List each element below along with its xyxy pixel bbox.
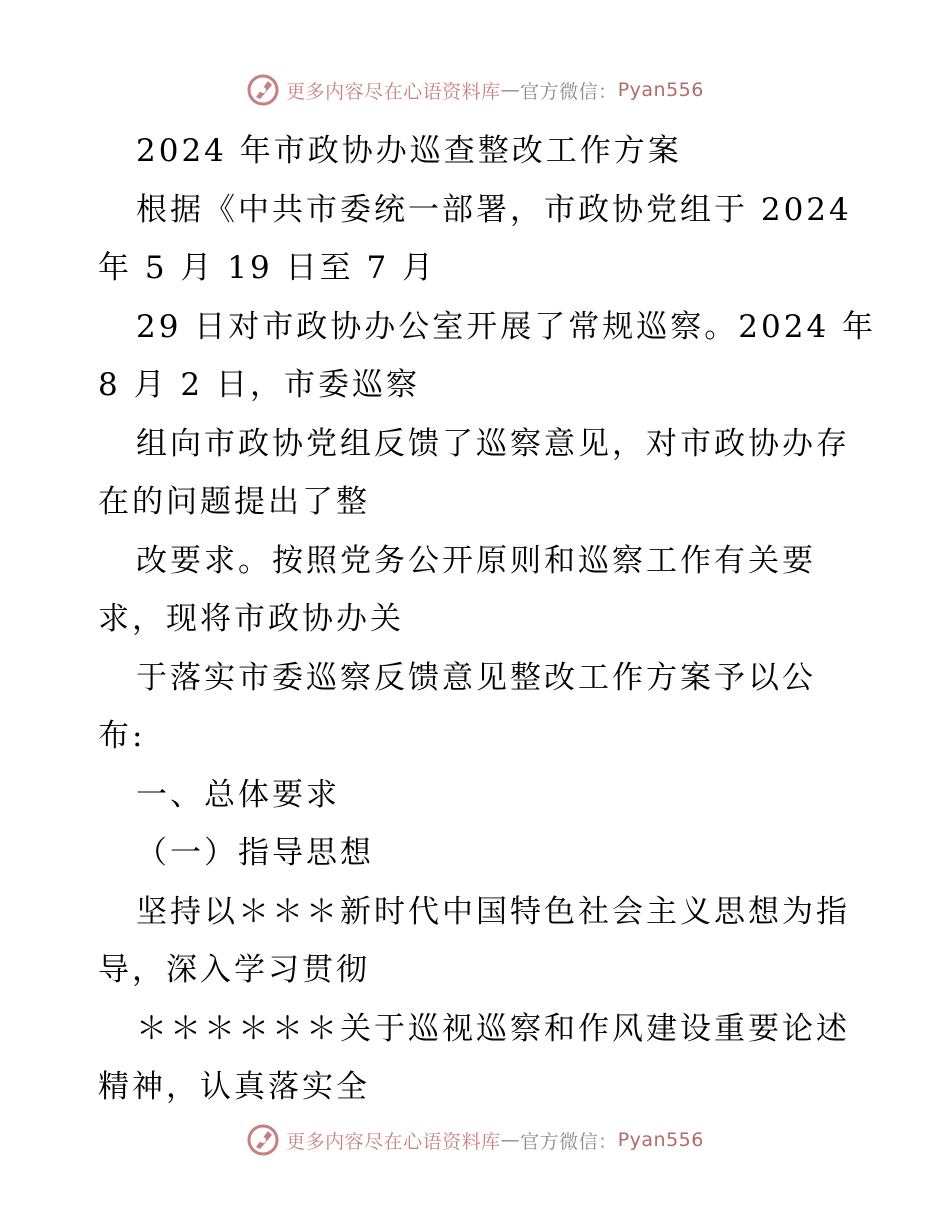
paragraph-line: 改要求。按照党务公开原则和巡察工作有关要 (136, 542, 816, 579)
watermark-separator: — (500, 79, 521, 101)
paragraph-line: 根据《中共市委统一部署，市政协党组于 2024 (136, 191, 852, 228)
watermark-wechat-handle: Pyan556 (617, 79, 704, 101)
footer-watermark (0, 1120, 950, 1160)
subsection-heading: （一）指导思想 (136, 835, 374, 871)
paragraph-line: 于落实市委巡察反馈意见整改工作方案予以公 (136, 659, 816, 696)
watermark-wechat-label: 官方微信： (520, 80, 618, 103)
paragraph-line: 年 5 月 19 日至 7 月 (98, 250, 437, 286)
paragraph-line: 8 月 2 日，市委巡察 (98, 367, 421, 403)
pen-nib-logo-icon (246, 73, 280, 107)
header-watermark (0, 70, 950, 110)
document-body (98, 122, 877, 1117)
watermark-wechat-handle: Pyan556 (617, 1129, 704, 1151)
paragraph-line: 在的问题提出了整 (98, 484, 370, 520)
watermark-separator: — (500, 1129, 521, 1151)
paragraph-line: 导，深入学习贯彻 (98, 952, 370, 988)
paragraph-line: 求，现将市政协办关 (98, 601, 404, 637)
pen-nib-logo-icon (246, 1123, 280, 1157)
paragraph-line: ＊＊＊＊＊＊关于巡视巡察和作风建设重要论述 (136, 1010, 850, 1047)
paragraph-line: 精神，认真落实全 (98, 1069, 370, 1105)
paragraph-line: 29 日对市政协办公室开展了常规巡察。2024 年 (136, 308, 877, 345)
document-title: 2024 年市政协办巡查整改工作方案 (136, 133, 682, 169)
watermark-wechat-label: 官方微信： (520, 1130, 618, 1153)
section-heading: 一、总体要求 (136, 776, 340, 813)
paragraph-line: 坚持以＊＊＊新时代中国特色社会主义思想为指 (136, 893, 850, 930)
paragraph-line: 布: (98, 718, 146, 754)
watermark-library-text: 更多内容尽在心语资料库 (286, 80, 501, 103)
paragraph-line: 组向市政协党组反馈了巡察意见，对市政协办存 (136, 425, 850, 462)
watermark-library-text: 更多内容尽在心语资料库 (286, 1130, 501, 1153)
